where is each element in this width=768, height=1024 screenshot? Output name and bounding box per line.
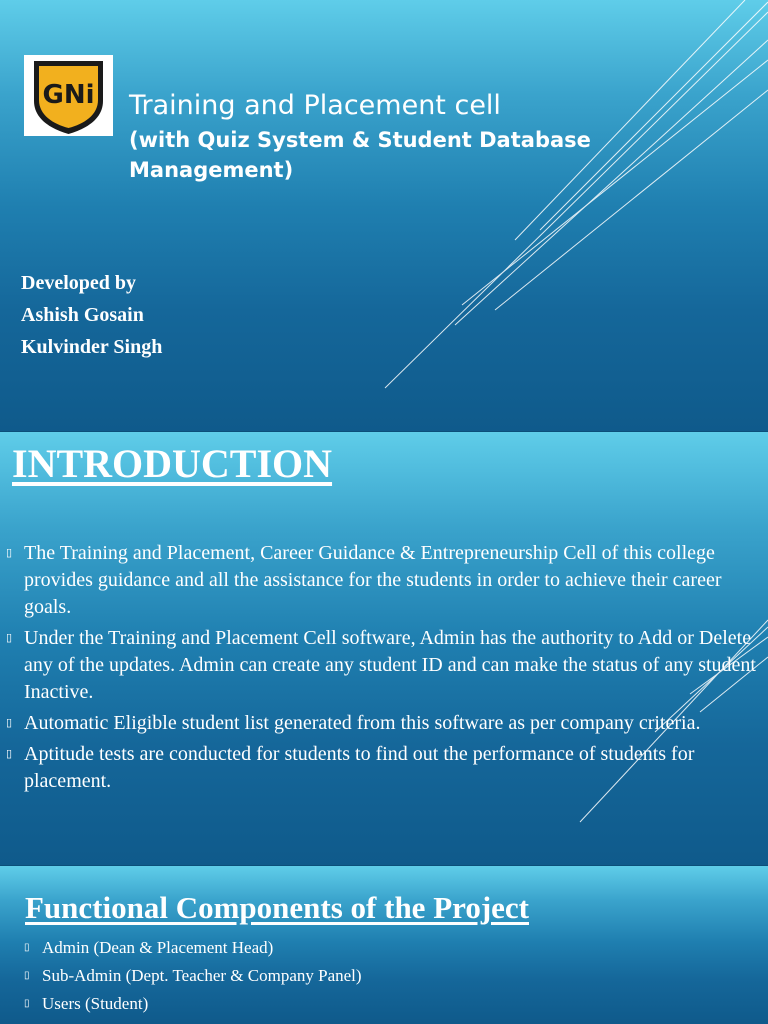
decorative-lines <box>0 0 768 432</box>
component-text: Users (Student) <box>42 994 149 1013</box>
bullet-icon: ▯ <box>24 942 30 953</box>
functional-components-list <box>24 934 362 1018</box>
bullet-text: Aptitude tests are conducted for students to find out the performance of students for placement. <box>24 743 695 792</box>
developer-name: Ashish Gosain <box>21 304 144 326</box>
bullet-icon: ▯ <box>6 632 13 644</box>
list-item <box>6 625 758 706</box>
bullet-icon: ▯ <box>6 748 13 760</box>
list-item <box>6 710 758 737</box>
bullet-text: Under the Training and Placement Cell software, Admin has the authority to Add or Delete any of the updates. Admin can create any student ID and can make the status of any student Inactive. <box>24 627 756 703</box>
title-slide <box>0 0 768 432</box>
bullet-icon: ▯ <box>6 547 13 559</box>
list-item <box>6 741 758 795</box>
bullet-icon: ▯ <box>24 970 30 981</box>
slide-title: Training and Placement cell <box>129 90 501 121</box>
bullet-text: The Training and Placement, Career Guidance & Entrepreneurship Cell of this college provides guidance and all the assistance for the students in order to achieve their career goals. <box>24 542 722 618</box>
college-logo <box>24 55 113 136</box>
bullet-icon: ▯ <box>6 717 13 729</box>
bullet-text: Automatic Eligible student list generated from this software as per company criteria. <box>24 712 701 734</box>
functional-components-slide <box>0 866 768 1024</box>
bullet-icon: ▯ <box>24 998 30 1009</box>
functional-components-heading: Functional Components of the Project <box>25 890 529 925</box>
list-item <box>24 990 362 1018</box>
component-text: Sub-Admin (Dept. Teacher & Company Panel) <box>42 966 362 985</box>
logo-lettering: GNi <box>42 80 95 110</box>
list-item <box>6 540 758 621</box>
introduction-slide <box>0 432 768 866</box>
introduction-bullet-list <box>6 540 758 799</box>
logo-shield-icon <box>24 55 113 136</box>
list-item <box>24 962 362 990</box>
developer-name: Kulvinder Singh <box>21 336 163 358</box>
slide-subtitle: (with Quiz System & Student Database Management) <box>129 128 591 182</box>
introduction-heading: INTRODUCTION <box>12 441 333 486</box>
developed-by-label: Developed by <box>21 272 136 294</box>
component-text: Admin (Dean & Placement Head) <box>42 938 274 957</box>
list-item <box>24 934 362 962</box>
